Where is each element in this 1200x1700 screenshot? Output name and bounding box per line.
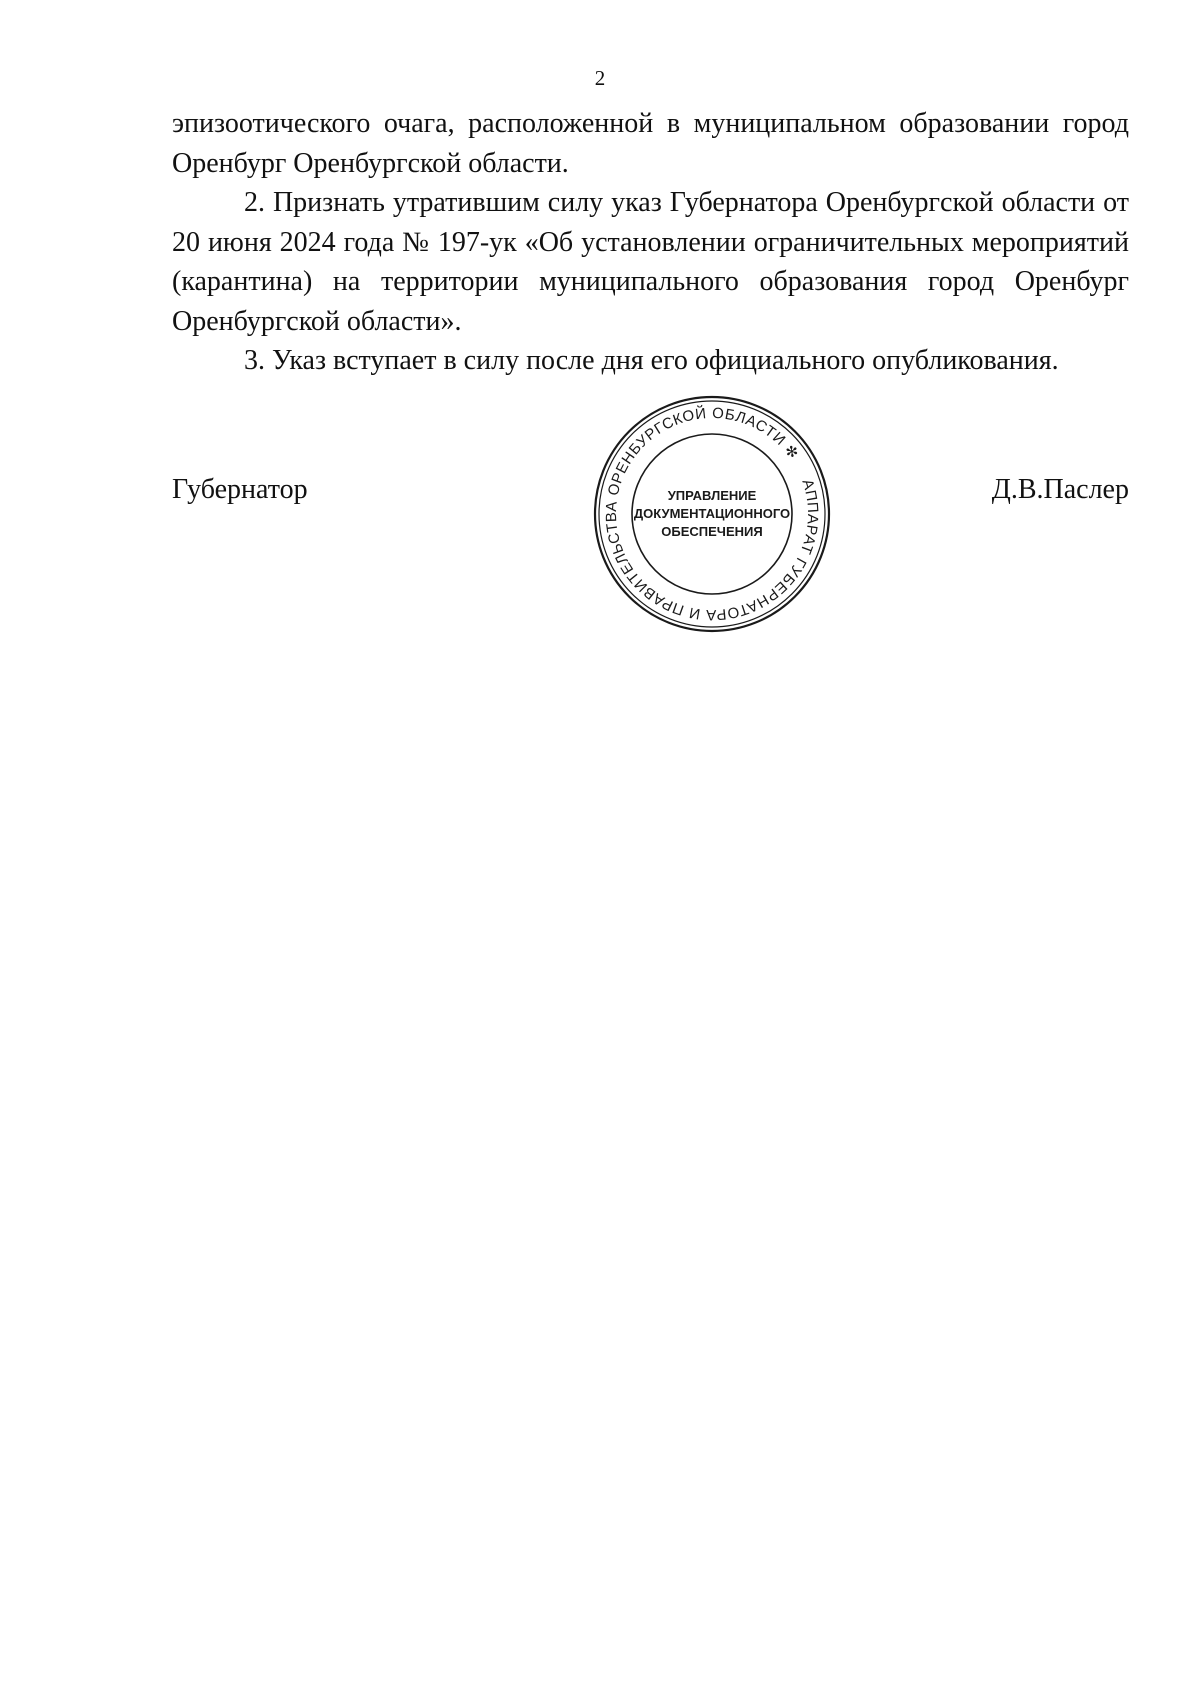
seal-center-line-3: ОБЕСПЕЧЕНИЯ xyxy=(661,524,763,539)
seal-center-line-2: ДОКУМЕНТАЦИОННОГО xyxy=(633,506,791,521)
document-body xyxy=(172,104,1129,381)
paragraph-continuation: эпизоотического очага, расположенной в муниципальном образовании город Оренбург Оренбургской области. xyxy=(172,108,1129,179)
official-seal xyxy=(592,394,832,634)
seal-ring-text: АППАРАТ ГУБЕРНАТОРА И ПРАВИТЕЛЬСТВА ОРЕНБУРГСКОЙ ОБЛАСТИ ✻ xyxy=(602,404,822,624)
paragraph-item-3: 3. Указ вступает в силу после дня его официального опубликования. xyxy=(244,345,1059,376)
page-number: 2 xyxy=(594,66,606,90)
signatory-name: Д.В.Паслер xyxy=(991,474,1129,505)
seal-center-line-1: УПРАВЛЕНИЕ xyxy=(667,488,757,503)
seal-graphic xyxy=(592,394,832,634)
signatory-title: Губернатор xyxy=(172,474,308,505)
paragraph-item-2: 2. Признать утратившим силу указ Губернатора Оренбургской области от 20 июня 2024 года № 197-ук «Об установлении ограничительных мероприятий (карантина) на территории муниципального образования город Оренбург Оренбургской области». xyxy=(172,187,1129,337)
